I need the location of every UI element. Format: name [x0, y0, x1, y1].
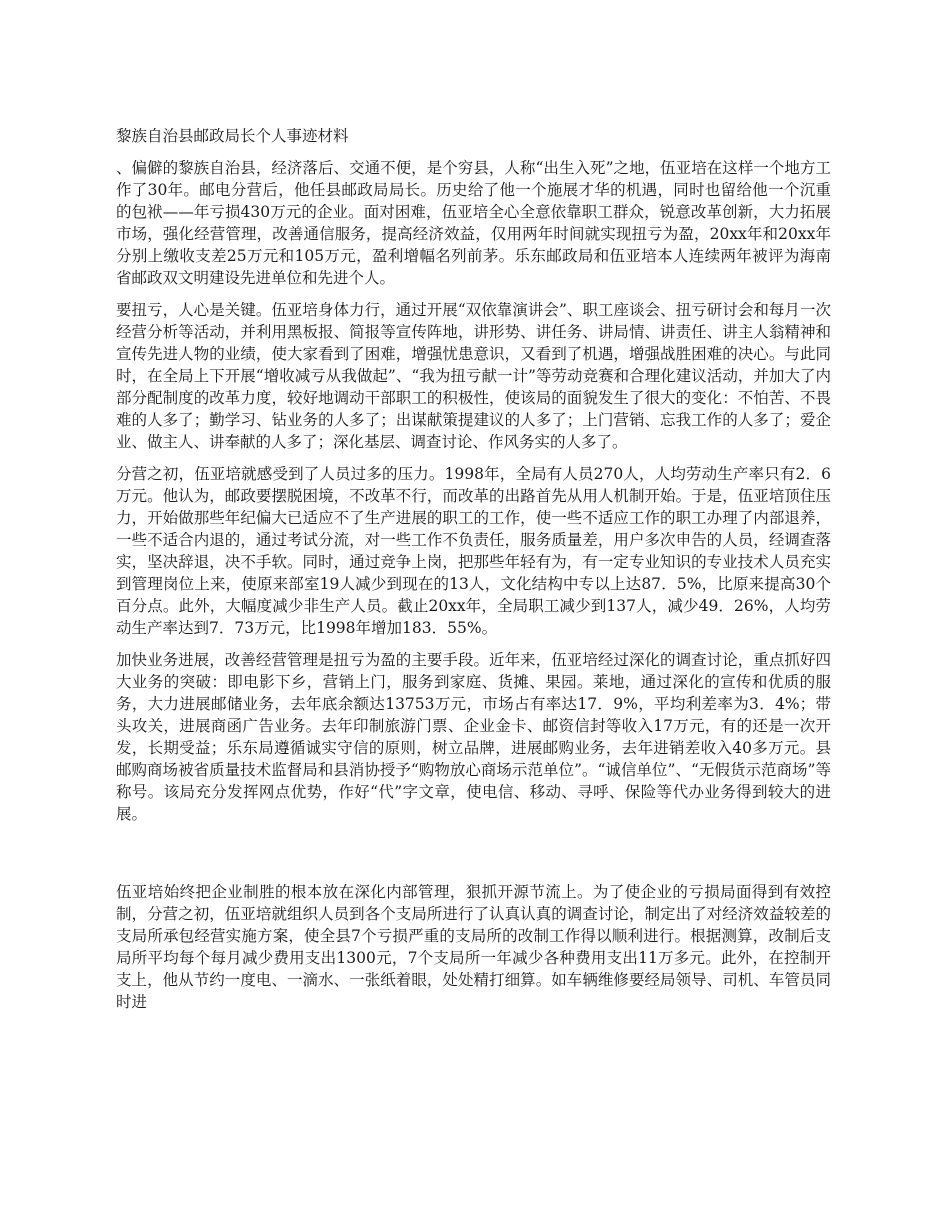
paragraph-business-development: 加快业务进展，改善经营管理是扭亏为盈的主要手段。近年来，伍亚培经过深化的调查讨论，重点抓好四大业务的突破：即电影下乡，营销上门，服务到家庭、货摊、果园。莱地，通过深化的宣传和优质的服务，大力进展邮储业务，去年底余额达13753万元，市场占有率达17．9%，平均利差率为3．4%；带头攻关，进展商函广告业务。去年印制旅游门票、企业金卡、邮资信封等收入17万元，有的还是一次开发，长期受益；乐东局遵循诚实守信的原则，树立品牌，进展邮购业务，去年进销差收入40多万元。县邮购商场被省质量技术监督局和县消协授予“购物放心商场示范单位”。“诚信单位”、“无假货示范商场”等称号。该局充分发挥网点优势，作好“代”字文章，使电信、移动、寻呼、保险等代办业务得到较大的进展。: [116, 651, 831, 823]
document-page: [116, 125, 831, 1023]
document-title: 黎族自治县邮政局长个人事迹材料: [116, 127, 349, 145]
paragraph-morale: 要扭亏，人心是关键。伍亚培身体力行，通过开展“双依靠演讲会”、职工座谈会、扭亏研讨会和每月一次经营分析等活动，并利用黑板报、简报等宣传阵地，讲形势、讲任务、讲局情、讲责任、讲主人翁精神和宣传先进人物的业绩，使大家看到了困难，增强忧患意识，又看到了机遇，增强战胜困难的决心。与此同时，在全局上下开展“增收减亏从我做起”、“我为扭亏献一计”等劳动竞赛和合理化建议活动，并加大了内部分配制度的改革力度，较好地调动干部职工的积极性，使该局的面貌发生了很大的变化：不怕苦、不畏难的人多了；勤学习、钻业务的人多了；出谋献策提建议的人多了；上门营销、忘我工作的人多了；爱企业、做主人、讲奉献的人多了；深化基层、调查讨论、作风务实的人多了。: [116, 301, 831, 451]
paragraph-staffing-reform: 分营之初，伍亚培就感受到了人员过多的压力。1998年，全局有人员270人，人均劳动生产率只有2．6万元。他认为，邮政要摆脱困境，不改革不行，而改革的出路首先从用人机制开始。于是，伍亚培顶住压力，开始做那些年纪偏大已适应不了生产进展的职工的工作，使一些不适应工作的职工办理了内部退养，一些不适合内退的，通过考试分流，对一些工作不负责任，服务质量差，用户多次申告的人员，经调查落实，坚决辞退，决不手软。同时，通过竞争上岗，把那些年轻有为，有一定专业知识的专业技术人员充实到管理岗位上来，使原来部室19人减少到现在的13人，文化结构中专以上达87．5%，比原来提高30个百分点。此外，大幅度减少非生产人员。截止20xx年，全局职工减少到137人，减少49．26%，人均劳动生产率达到7．73万元，比1998年增加183．55%。: [116, 465, 831, 637]
paragraph-internal-management: 伍亚培始终把企业制胜的根本放在深化内部管理，狠抓开源节流上。为了使企业的亏损局面得到有效控制，分营之初，伍亚培就组织人员到各个支局所进行了认真认真的调查讨论，制定出了对经济效益较差的支局所承包经营实施方案，使全县7个亏损严重的支局所的改制工作得以顺利进行。根据测算，改制后支局所平均每个每月减少费用支出1300元，7个支局所一年减少各种费用支出11万多元。此外，在控制开支上，他从节约一度电、一滴水、一张纸着眼，处处精打细算。如车辆维修要经局领导、司机、车管员同时进: [116, 883, 831, 1011]
paragraph-intro: 、偏僻的黎族自治县，经济落后、交通不便，是个穷县，人称“出生入死”之地，伍亚培在这样一个地方工作了30年。邮电分营后，他任县邮政局局长。历史给了他一个施展才华的机遇，同时也留给他一个沉重的包袱——年亏损430万元的企业。面对困难，伍亚培全心全意依靠职工群众，锐意改革创新，大力拓展市场，强化经营管理，改善通信服务，提高经济效益，仅用两年时间就实现扭亏为盈，20xx年和20xx年分别上缴收支差25万元和105万元，盈利增幅名列前茅。乐东邮政局和伍亚培本人连续两年被评为海南省邮政双文明建设先进单位和先进个人。: [116, 159, 831, 287]
